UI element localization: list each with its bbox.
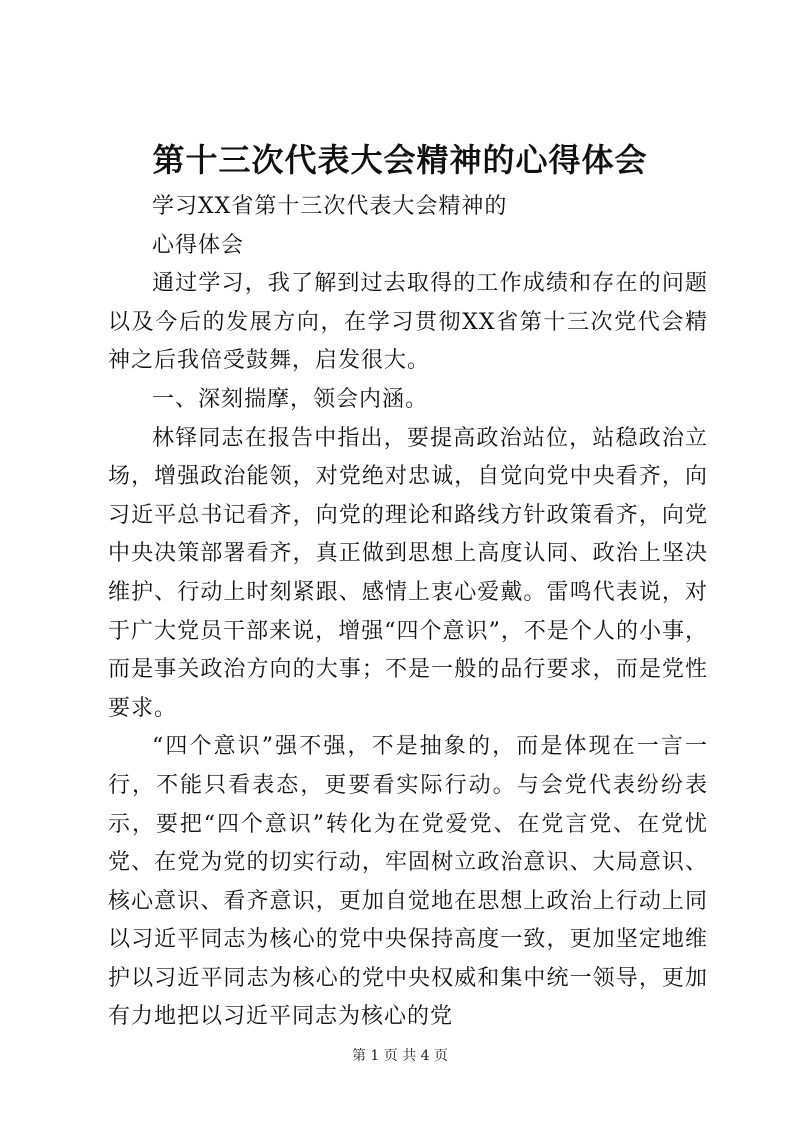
document-body [108, 188, 708, 1037]
document-title: 第十三次代表大会精神的心得体会 [152, 141, 648, 179]
section-heading-1: 一、深刻揣摩，领会内涵。 [152, 386, 429, 412]
page-number-footer: 第 1 页 共 4 页 [351, 1048, 449, 1064]
paragraph-subtitle-line-1: 学习XX省第十三次代表大会精神的 [152, 194, 508, 219]
paragraph-four-consciousness: “四个意识”强不强，不是抽象的，而是体现在一言一行，不能只看表态，更要看实际行动。与会党代表纷纷表示，要把“四个意识”转化为在党爱党、在党言党、在党忧党、在党为党的切实行动，牢固树立政治意识、大局意识、核心意识、看齐意识，更加自觉地在思想上政治上行动上同以习近平同志为核心的党中央保持高度一致，更加坚定地维护以习近平同志为核心的党中央权威和集中统一领导，更加有力地把以习近平同志为核心的党 [108, 734, 708, 1030]
paragraph-intro: 通过学习，我了解到过去取得的工作成绩和存在的问题以及今后的发展方向，在学习贯彻XX省第十三次党代会精神之后我倍受鼓舞，启发很大。 [108, 271, 708, 374]
paragraph-report: 林铎同志在报告中指出，要提高政治站位，站稳政治立场，增强政治能领，对党绝对忠诚，自觉向党中央看齐，向习近平总书记看齐，向党的理论和路线方针政策看齐，向党中央决策部署看齐，真正做到思想上高度认同、政治上坚决维护、行动上时刻紧跟、感情上衷心爱戴。雷鸣代表说，对于广大党员干部来说，增强“四个意识”，不是个人的小事，而是事关政治方向的大事；不是一般的品行要求，而是党性要求。 [108, 425, 708, 721]
paragraph-subtitle-line-2: 心得体会 [152, 232, 245, 258]
